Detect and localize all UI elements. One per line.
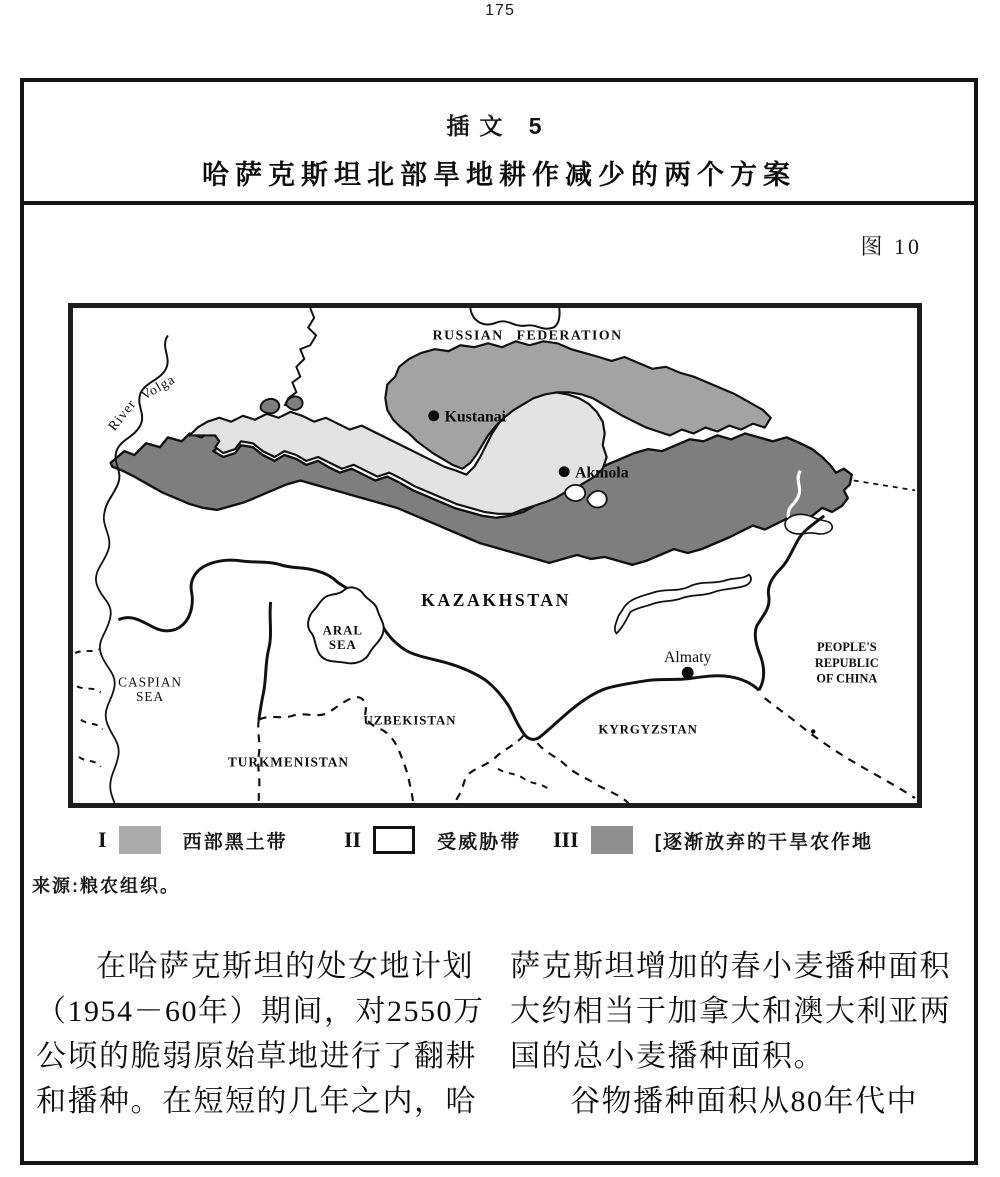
body-line: 在哈萨克斯坦的处女地计划 (96, 950, 474, 983)
label-china-1: PEOPLE'S (816, 640, 877, 655)
map-legend (24, 826, 974, 862)
label-uzbekistan: UZBEKISTAN (363, 713, 457, 728)
city-dot-akmola (559, 466, 570, 477)
border-dashed-kyrgyz-2 (537, 743, 628, 803)
border-dashed-kyrgyz-3 (498, 769, 547, 789)
body-line: 和播种。在短短的几年之内，哈 (36, 1085, 477, 1118)
legend-label-zone2: 受威胁带 (437, 831, 522, 853)
body-line: 国的总小麦播种面积。 (510, 1040, 825, 1073)
body-line: 萨克斯坦增加的春小麦播种面积 (510, 950, 951, 983)
legend-swatch-zone1 (119, 826, 161, 854)
body-column-left (36, 944, 492, 1124)
lake-balkhash-shape (615, 575, 751, 634)
label-aral-sea-2: SEA (328, 638, 357, 653)
legend-swatch-zone2 (373, 826, 415, 854)
zone3-outlier-blob (261, 399, 280, 413)
kazakhstan-map (73, 308, 917, 803)
label-aral-sea-1: ARAL (322, 623, 363, 638)
figure-title-section (24, 82, 974, 205)
body-line: 大约相当于加拿大和澳大利亚两 (510, 995, 951, 1028)
lake-shape-east (785, 514, 832, 534)
legend-numeral-3: III (553, 827, 579, 852)
border-segment-west-aral (259, 602, 271, 720)
legend-item-zone3 (553, 826, 873, 854)
city-dot-kustanai (428, 410, 439, 421)
legend-numeral-1: I (98, 827, 107, 852)
figure-box (20, 78, 978, 1165)
label-akmola: Akmola (575, 464, 629, 482)
label-kustanai: Kustanai (444, 408, 507, 426)
legend-label-zone1: 西部黑土带 (182, 831, 288, 853)
border-dashed-east (854, 481, 915, 491)
label-river: River (105, 396, 139, 434)
source-note: 来源:粮农组织。 (32, 876, 180, 896)
caspian-coastline (96, 512, 119, 803)
body-line: （1954－60年）期间，对2550万 (36, 995, 485, 1028)
border-kazakhstan-china (755, 516, 824, 690)
page-number: 175 (485, 2, 515, 19)
label-kyrgyzstan: KYRGYZSTAN (598, 722, 698, 737)
label-kazakhstan: KAZAKHSTAN (421, 590, 571, 610)
border-dashed-kyrgyz-1 (454, 735, 523, 803)
legend-numeral-2: II (344, 827, 362, 852)
lake-shape (565, 485, 585, 501)
legend-swatch-zone3 (591, 826, 633, 854)
border-dashed-china (765, 698, 915, 798)
border-line-northwest (284, 308, 316, 406)
legend-item-zone2 (344, 826, 521, 854)
figure-number-label: 图 10 (860, 234, 922, 259)
body-column-right (510, 944, 972, 1124)
label-volga: Volga (138, 371, 178, 403)
label-russian-federation: RUSSIAN FEDERATION (432, 327, 623, 343)
map-figure (68, 303, 922, 808)
border-line-top-center (470, 308, 559, 329)
label-caspian-sea-1: CASPIAN (118, 674, 183, 690)
figure-kicker: 插文 5 (446, 113, 552, 139)
label-china-3: OF CHINA (816, 671, 878, 686)
label-caspian-sea-2: SEA (136, 689, 165, 705)
label-almaty: Almaty (664, 648, 712, 666)
border-dashed-southwest-caspian (75, 649, 103, 767)
body-line: 谷物播种面积从80年代中 (570, 1085, 918, 1118)
label-turkmenistan: TURKMENISTAN (227, 754, 350, 770)
figure-title: 哈萨克斯坦北部旱地耕作减少的两个方案 (202, 160, 796, 190)
label-china-2: REPUBLIC (814, 655, 879, 670)
border-kazakhstan-south (118, 560, 758, 739)
city-dot-almaty (682, 667, 694, 679)
legend-item-zone1 (98, 826, 288, 854)
body-line: 公顷的脆弱原始草地进行了翻耕 (36, 1040, 477, 1073)
map-speck (811, 729, 815, 733)
legend-label-zone3: [逐渐放弃的干旱农作地 (654, 831, 874, 853)
